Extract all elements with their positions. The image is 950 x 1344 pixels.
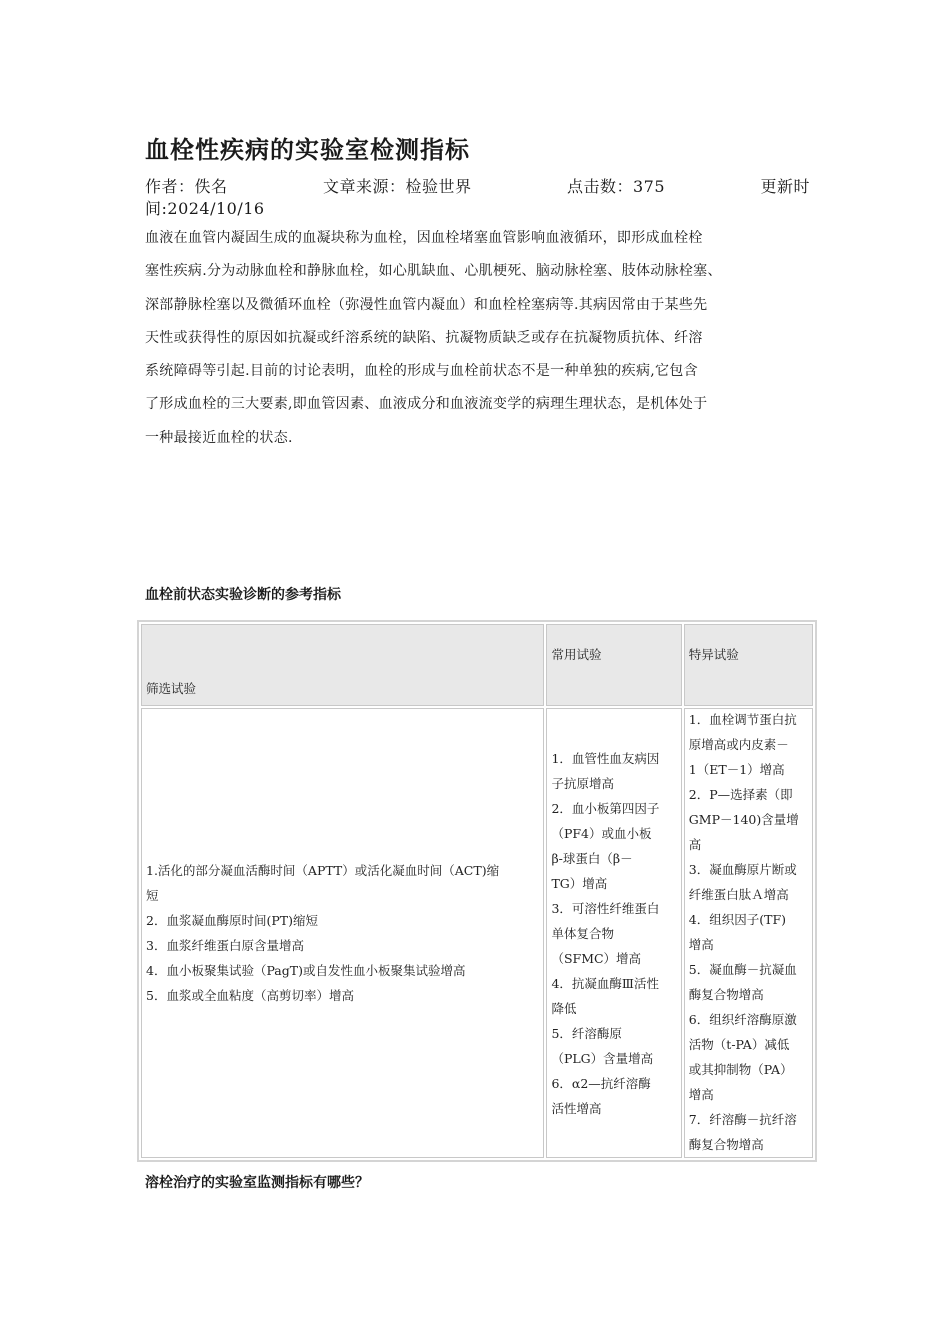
list-item: 5．血浆或全血粘度（高剪切率）增高 <box>146 988 354 1003</box>
list-item: 4．组织因子(TF) <box>688 912 787 927</box>
section-title-thrombolysis-monitoring: 溶栓治疗的实验室监测指标有哪些？ <box>145 1175 369 1191</box>
list-item: （PLG）含量增高 <box>551 1050 654 1066</box>
list-item: 1.活化的部分凝血活酶时间（APTT）或活化凝血时间（ACT)缩 <box>146 863 500 878</box>
list-item: GMP－140)含量增高 <box>688 812 799 852</box>
list-item: 酶复合物增高 <box>688 987 764 1002</box>
list-item: 6．α2—抗纤溶酶 <box>551 1075 651 1091</box>
updated-field-part1: 更新时 <box>760 177 810 196</box>
list-item: 1．血栓调节蛋白抗 <box>688 712 797 727</box>
list-item: 纤维蛋白肽Ａ增高 <box>688 887 789 902</box>
header-specific-tests: 特异试验 <box>684 624 813 706</box>
updated-field-part2: 间:2024/10/16 <box>145 199 265 218</box>
source-field: 文章来源：检验世界 <box>322 177 472 196</box>
list-item: 活性增高 <box>551 1100 602 1116</box>
author-field: 作者：佚名 <box>145 177 228 196</box>
list-item: 增高 <box>688 937 714 952</box>
section-title-prethrombotic: 血栓前状态实验诊断的参考指标 <box>145 587 341 603</box>
list-item: 活物（t-PA）减低 <box>688 1037 790 1052</box>
list-item: 原增高或内皮素－ <box>688 737 789 752</box>
intro-paragraph <box>145 222 817 455</box>
intro-line: 一种最接近血栓的状态. <box>145 429 293 446</box>
clicks-field: 点击数：375 <box>566 177 666 196</box>
list-item: 5．纤溶酶原 <box>551 1025 622 1041</box>
intro-line: 血液在血管内凝固生成的血凝块称为血栓，因血栓堵塞血管影响血液循环，即形成血栓栓 <box>145 230 703 246</box>
list-item: （PF4）或血小板 <box>551 825 652 841</box>
intro-line: 深部静脉栓塞以及微循环血栓（弥漫性血管内凝血）和血栓栓塞病等.其病因常由于某些先 <box>145 296 708 313</box>
list-item: 3．可溶性纤维蛋白 <box>551 900 660 916</box>
intro-line: 天性或获得性的原因如抗凝或纤溶系统的缺陷、抗凝物质缺乏或存在抗凝物质抗体、纤溶 <box>145 329 703 346</box>
list-item: 2．血小板第四因子 <box>551 800 660 816</box>
list-item: 4．血小板聚集试验（PagT)或自发性血小板聚集试验增高 <box>146 963 466 978</box>
list-item: 或其抑制物（PA） <box>688 1062 793 1077</box>
header-screening-tests: 筛选试验 <box>141 624 544 706</box>
header-common-tests: 常用试验 <box>546 624 681 706</box>
list-item: 2．血浆凝血酶原时间(PT)缩短 <box>146 913 318 928</box>
table-row <box>141 708 813 1158</box>
list-item: 酶复合物增高 <box>688 1137 764 1152</box>
article-meta <box>145 174 810 222</box>
specific-tests-cell <box>684 708 813 1158</box>
list-item: （SFMC）增高 <box>551 950 642 966</box>
list-item: 3．凝血酶原片断或 <box>688 862 797 877</box>
intro-line: 了形成血栓的三大要素,即血管因素、血液成分和血液流变学的病理生理状态，是机体处于 <box>145 396 708 413</box>
list-item: 短 <box>146 888 159 903</box>
list-item: β-球蛋白（β－ <box>551 850 633 866</box>
list-item: 5．凝血酶－抗凝血 <box>688 962 797 977</box>
list-item: 子抗原增高 <box>551 775 614 791</box>
list-item: 单体复合物 <box>551 925 614 941</box>
list-item: 1（ET－1）增高 <box>688 762 785 777</box>
intro-line: 系统障碍等引起.目前的讨论表明，血栓的形成与血栓前状态不是一种单独的疾病,它包含 <box>145 363 698 380</box>
list-item: 2．P—选择素（即 <box>688 787 793 802</box>
list-item: 增高 <box>688 1087 714 1102</box>
reference-indicator-table <box>137 620 817 1162</box>
intro-line: 塞性疾病.分为动脉血栓和静脉血栓，如心肌缺血、心肌梗死、脑动脉栓塞、肢体动脉栓塞、 <box>145 263 722 280</box>
list-item: 1．血管性血友病因 <box>551 750 660 766</box>
list-item: 6．组织纤溶酶原激 <box>688 1012 797 1027</box>
list-item: TG）增高 <box>551 875 608 891</box>
screening-tests-cell <box>141 708 544 1158</box>
list-item: 7．纤溶酶－抗纤溶 <box>688 1112 797 1127</box>
article-title: 血栓性疾病的实验室检测指标 <box>145 135 470 164</box>
list-item: 降低 <box>551 1000 577 1016</box>
list-item: 4．抗凝血酶Ⅲ活性 <box>551 975 659 991</box>
list-item: 3．血浆纤维蛋白原含量增高 <box>146 938 304 953</box>
table-header-row <box>141 624 813 706</box>
common-tests-cell <box>546 708 681 1158</box>
